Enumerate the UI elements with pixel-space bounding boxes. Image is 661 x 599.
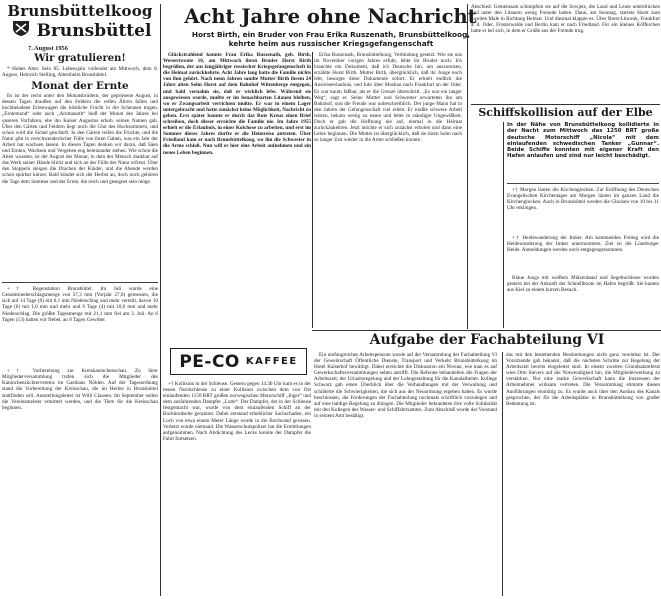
story-continuation [471,4,660,78]
section-rule [471,104,660,105]
harvest-text: Es ist der recht unter den Monatsbrüdern, der gepriesene August, in dessen Tagen draußen auf den Feldern die reifen Ähren fallen und hochbeladene Erntewagen die köstliche Frucht in die Scheunen tragen. „Erntemond“ oder auch „Arnmanoth“ hieß der Monat des Jahres bei unseren Vorfahren, ehe ihn Kaiser Augustus erhob, seinen Namen gab. Über den Gärten und Feldern liegt noch die Glut des Hochsommers, und schon wird die Sichel geschärft. In den Gärten reifen die Früchte, und die Natur gibt in verschwenderischer Fülle von ihren Gaben, was ein Jahr der Arbeit hat wachsen lassen. In diesen Tagen denken wir daran, daß Säen und Ernten, Wachsen und Vergehen eng beieinander stehen. Wie schon die Alten wussten, ist der August der Monat, in dem der Mensch dankbar auf das Werk seiner Hände blickt und sich an der Fülle der Natur erfreut. Über den Stoppeln steigen die Drachen der Kinder, und die Abende werden schon spürbar kürzer. Bald kündet sich der Herbst an, doch noch gehören die Tage dem Sommer und der Ernte, die reich und gesegnet sein möge. [2,93,158,185]
congrats-text: * Hohes Alter. Sein 85. Lebensjahr vollendet am Mittwoch, dem 8. August, Heinrich Stelling, Altersheim Brunsbüttel. [2,66,158,79]
separator [507,183,659,184]
story-text-3: Abschied. Gemeinsam schimpften sie auf die Sowjets, die Land und Leute unterdrücken und unter den Litauern wenig Freunde haben. Dann, am Sonntag, startete Horst zum zweiten Male in Richtung Heimat. Und diesmal klappte es. Über Brest-Litowsk, Frankfurt a. d. Oder, Finsterwalde und Berlin kam er nach Friedland. Für ein kleines Köfferchen hatte er bei sich, in dem er Grüße aus der Fremde trug. [471,4,660,35]
beekeepers-text: +† Heidewanderung der Imker. Am kommenden Freitag wird die Heidewanderung der Imker unternommen. Ziel ist die Lüneburger Heide. Anmeldungen werden noch entgegengenommen. [507,235,659,254]
column-rule [503,122,504,328]
church-bells-text: +† Morgen läuten die Kirchenglocken. Zur Eröffnung des Deutschen Evangelischen Kirchentages am Morgen läuten im ganzen Land die Kirchenglocken. Auch in Brunsbüttel werden die Glocken von 10 bis 11 Uhr erklingen. [507,187,659,212]
union-text-continued: das mit den bestehenden Bestimmungen nicht ganz vereinbar ist. Der Vorsitzende gab bekannt, daß die nächsten Schritte zur Regelung der Arbeitszeit bereits eingeleitet sind. In einem zweiten Grundsatzreferat wies Otto Sievers auf die Notwendigkeit hin, die Mitgliederwerbung zu verstärken. Nur eine starke Gewerkschaft kann die Interessen der Arbeitnehmer wirksam vertreten. Die Versammlung stimmte diesen Ausführungen einmütig zu. Es wurde auch über den Ausbau des Kanals gesprochen, der für die Arbeitsplätze in Brunsbüttelkoog von großer Bedeutung ist. [506,352,660,407]
ship-collision-text: In der Nähe von Brunsbüttelkoog kollidierte in der Nacht zum Mittwoch das 1250 BRT große deutsche Motorschiff „Nicola“ mit dem einlaufenden schwedischen Tanker „Gunnar“. Beide Schiffe konnten mit eigener Kraft den Hafen anlaufen und sind nur leicht beschädigt. [507,122,659,160]
separator [2,282,158,283]
ad-brand: PE-CO [179,351,240,372]
union-heading: Aufgabe der Fachabteilung VI [369,332,605,348]
column-rule [467,4,468,329]
sluice-column [163,381,311,596]
sluice-collision-text: +† Kollision in der Schleuse. Gestern gegen 14.30 Uhr kam es in der neuen Nordschleuse zu einer Kollision zwischen dem von Ost einlaufenden 1150 BRT großen norwegischen Motorschiff „Inger“ und dem ausfahrenden Dampfer „Lotte“. Der Dampfer, der in der Schleuse festgemacht war, wurde von dem einlaufenden Schiff an der Backbordseite gerammt. Dabei entstand erheblicher Sachschaden, ein Loch von etwa einem Meter Länge wurde in die Bordwand gerissen. Verletzt wurde niemand. Die Wasserschutzpolizei hat die Ermittlungen aufgenommen. Nach Abdichtung des Lecks konnte der Dampfer die Fahrt fortsetzen. [163,381,311,442]
rabbit-show-text: +† Vorbereitung zur Kreiskaninchenschau. Zu ihrer Mitgliederversammlung trafen sich die Mitglieder des Kaninchenzüchtervereins im Gasthaus Nöhlen. Auf der Tagesordnung stand die Vorbereitung der Kreisschau, die im Herbst in Brunsbüttel stattfinden soll. Ausstellungsleiter ist Willi Clausen. Im September sollen die Vereinsmeister ermittelt werden, und die Tiere für die Kreisschau beginnen. [2,368,158,411]
harvest-heading: Monat der Ernte [31,80,129,93]
story-text-2: Erika Ruszenath, Brunsbüttelkoog, Verbindung gesetzt. Wie sie uns im November vorigen Jahres erfuhr, lebte ihr Bruder noch. Ich brauchte ein Dokument, daß ich Deutsche bin, um auszureisen, erzählte Horst Birth. Mutter Birth, überglücklich, daß ihr Junge noch lebt, besorgte diese Dokumente sofort. Er erhielt endlich die Ausreiseerlaubnis, und fuhr über Moskau nach Frankfurt an der Oder. Es war kaum faßbar, als er die Grenze überschritt. „Es war ein langer Weg“, sagt er. Seine Mutter und Schwester erwarteten ihn am Bahnhof, und die Freude war unbeschreiblich. Der junge Mann hat in den Jahren der Gefangenschaft viel erlebt. Er mußte schwere Arbeit leisten, bekam wenig zu essen und lebte in ständiger Ungewißheit. Doch er gab die Hoffnung nie auf, einmal in die Heimat zurückzukehren. Jetzt möchte er sich zunächst erholen und dann eine Lehre beginnen. Die Mutter ist überglücklich, daß sie ihren Sohn nach so langer Zeit wieder in die Arme schließen konnte. [314,52,462,144]
masthead-title-line1: Brunsbüttelkoog [7,2,153,20]
ship-column [507,122,659,330]
sailors-text: Blaue Jungs mit weißem Mützenband und Segeltuchhose wurden gestern bei der Ankunft der Schnellboote im Hafen begrüßt. Sie kamen aus Kiel zu einem kurzen Besuch. [507,275,659,294]
union-column-2 [506,352,660,596]
left-column [2,0,158,599]
column-rule [312,52,313,328]
union-column [314,352,497,596]
coffee-advertisement [170,348,307,375]
congrats-heading: Wir gratulieren! [34,53,126,64]
headline-deck: Horst Birth, ein Bruder von Frau Erika Ruszenath, Brunsbüttelkoog, kehrte heim aus russischer Kriegsgefangenschaft [191,30,471,48]
ad-product: KAFFEE [245,356,298,367]
ship-heading: Schiffskollision auf der Elbe [478,106,653,119]
section-rule [312,330,661,331]
story-text-1: Glückstrahlend konnte Frau Erika Ruszenath, geb. Birth, Westertweute 10, am Mittwoch ihren Bruder Horst Birth begrüßen, der aus langjähriger russischer Kriegsgefangenschaft in die Heimat zurückkehrte. Acht Jahre lang hatte die Familie nichts von ihm gehört. Nach neun Jahren sandte Mutter Birth ihrem 24 Jahre alten Sohn Horst auf dem Bahnhof Wittenberge entgegen, und bald vernahm sie, daß er wirklich lebe. Während sie ausgewiesen wurde, mußte er im benachbarten Litauen bleiben, wo er Zwangsarbeit verrichten mußte. Er war in einem Lager untergebracht und hatte zunächst keine Möglichkeit, Nachricht zu geben. Erst später konnte er durch das Rote Kreuz einen Brief schreiben, doch dieser erreichte die Familie nie. Im Jahre 1955 erhielt er die Erlaubnis, in einer Kolchose zu arbeiten, und erst im Sommer dieses Jahres durfte er die Heimreise antreten. Über Friedland kam er nach Brunsbüttelkoog, wo ihn die Schwester in die Arme schloß. Nun will er hier eine Arbeit aufnehmen und ein neues Leben beginnen. [163,52,311,156]
masthead-title-line2: Brunsbüttel [36,20,152,41]
issue-date: 7. August 1956 [28,45,68,52]
column-rule [160,4,161,596]
masthead [2,3,158,42]
rain-station-text: +† Regenstation Brunsbüttel. Im Juli wurde eine Gesamtniederschlagsmenge von 37,3 mm (Vorjahr 27,0) gemessen, die sich auf 14 Tage (9) mit 0,1 mm Niederschlag und mehr verteilt, davon 10 Tage (6) mit 1,0 mm und mehr und 9 Tage (4) mit 10,0 mm und mehr Niederschlag. Die größte Tagesmenge mit 21,1 mm fiel am 3. Juli. An 6 Tagen (13) hatten wir Nebel, an 8 Tagen Gewitter. [2,286,158,323]
story-column-2 [314,52,462,327]
union-text: Ein umfangreiches Arbeitspensum wurde auf der Versammlung der Fachabteilung VI der Gewerkschaft Öffentliche Dienste, Transport und Verkehr Brunsbüttelkoog im Hotel Kaiserhof bewältigt. Dabei erreichte die Diskussion ein Niveau, wie man es auf Gewerkschaftsversammlungen selten antrifft. Die Referate behandelten die Fragen der Arbeitszeit, der Urlaubsregelung und der Lohngestaltung für die Kanalarbeiter. Kollege Schwarz gab einen Überblick über die Verhandlungen mit der Verwaltung und schilderte die Schwierigkeiten, die sich aus der Neuordnung ergeben haben. Es wurde beschlossen, die Forderungen der Fachabteilung nochmals schriftlich vorzulegen und auf eine baldige Regelung zu drängen. Die Mitglieder bekundeten ihre volle Solidarität mit den Kollegen des Wasser- und Schiffahrtsamtes. Zum Abschluß wurde der Vorstand in seinem Amt bestätigt. [314,352,497,419]
main-headline: Acht Jahre ohne Nachricht [184,5,477,28]
column-rule [502,352,503,596]
crest-icon [11,19,31,42]
story-column-1 [163,52,311,344]
